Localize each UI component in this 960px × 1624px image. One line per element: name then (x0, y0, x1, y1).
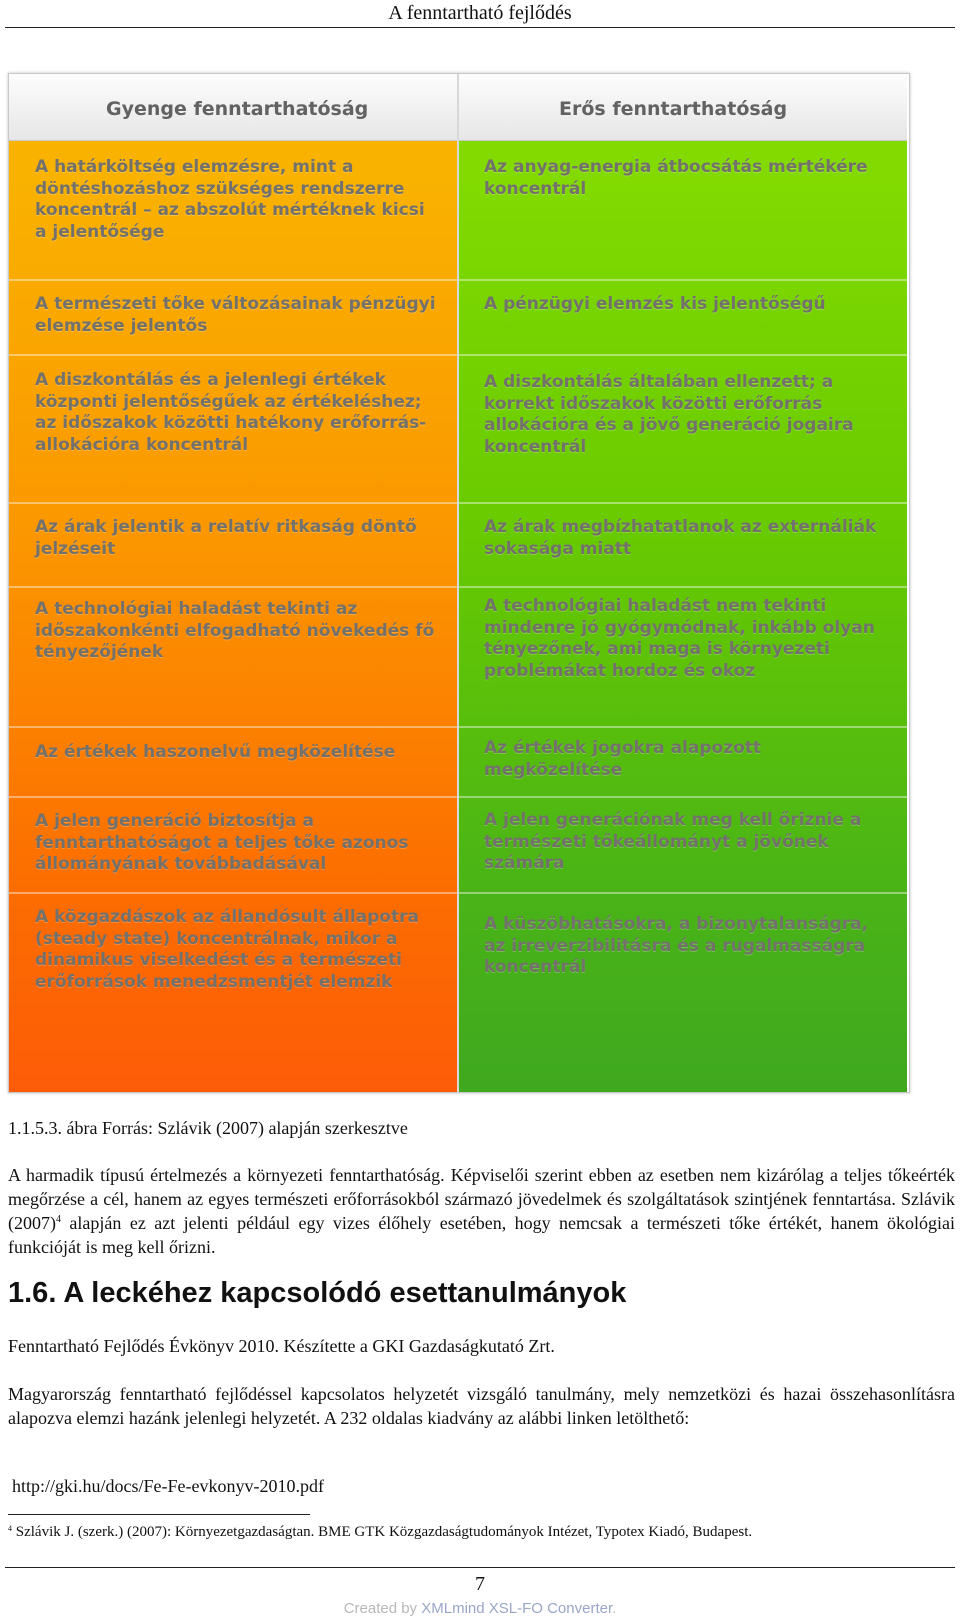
weak-cell-3: A diszkontálás és a jelenlegi értékek központi jelentőségűek az értékeléshez; az időszakok közötti hatékony erőforrás-allokációra koncentrál (35, 370, 427, 455)
page-number: 7 (475, 1573, 485, 1595)
row-separator (9, 586, 457, 588)
generator-brand: XMLmind XSL-FO Converter (421, 1600, 613, 1617)
weak-cell-2: A természeti tőke változásainak pénzügyi elemzése jelentős (35, 294, 436, 336)
generator-credit (0, 1599, 960, 1619)
strong-sustainability-column (459, 74, 907, 1092)
header-rule (5, 27, 955, 28)
strong-cell-8: A küszöbhatásokra, a bizonytalanságra, az irreverzibilitásra és a rugalmasságra koncentrál (484, 914, 869, 977)
row-separator (9, 796, 457, 798)
row-separator (459, 279, 907, 281)
paragraph-text: alapján ez azt jelenti például egy vizes élőhely esetében, hogy nemcsak a természeti tőke értékét, hanem ökológiai funkcióját is meg kell őrizni. (8, 1213, 955, 1257)
strong-cell-4: Az árak megbízhatatlanok az externáliák sokasága miatt (484, 517, 877, 559)
footer-rule (5, 1567, 955, 1568)
weak-sustainability-column (9, 74, 457, 1092)
row-separator (459, 586, 907, 588)
running-header: A fenntartható fejlődés (388, 2, 572, 24)
row-separator (9, 279, 457, 281)
strong-cell-2: A pénzügyi elemzés kis jelentőségű (484, 294, 826, 314)
row-separator (459, 892, 907, 894)
footnote-marker: 4 (8, 1524, 12, 1533)
weak-cell-4: Az árak jelentik a relatív ritkaság döntő jelzéseit (35, 517, 417, 559)
footnote-text: Szlávik J. (szerk.) (2007): Környezetgazdaságtan. BME GTK Közgazdaságtudományok Intézet, Typotex Kiadó, Budapest. (12, 1524, 753, 1540)
body-paragraph: Fenntartható Fejlődés Évkönyv 2010. Készítette a GKI Gazdaságkutató Zrt. (8, 1336, 555, 1356)
row-separator (9, 354, 457, 356)
sustainability-comparison-figure (8, 73, 910, 1093)
footnote-reference[interactable]: 4 (56, 1214, 61, 1225)
body-paragraph: Magyarország fenntartható fejlődéssel kapcsolatos helyzetét vizsgáló tanulmány, mely nemzetközi és hazai összehasonlításra alapozva elemzi hazánk jelenlegi helyzetét. A 232 oldalas kiadvány az alábbi linken letölthető: (8, 1384, 955, 1428)
weak-sustainability-heading (9, 74, 457, 141)
column-heading-text: Gyenge fenntarthatóság (106, 98, 369, 120)
weak-cell-1: A határköltség elemzésre, mint a döntéshozáshoz szükséges rendszerre koncentrál – az abszolút mértéknek kicsi a jelentősége (35, 157, 425, 242)
generator-prefix: Created by (343, 1600, 422, 1617)
footnote-rule (8, 1514, 310, 1515)
paragraph-text: A harmadik típusú értelmezés a környezeti fenntarthatóság. Képviselői szerint ebben az esetben nem kizárólag a teljes tőkeérték megőrzése a cél, hanem az egyes természeti erőforrásokból származó jövedelmek és szolgáltatások szintjének fenntartása. Szlávik (2007) (8, 1165, 955, 1233)
strong-cell-5: A technológiai haladást nem tekinti mindenre jó gyógymódnak, inkább olyan tényezőnek, ami maga is környezeti problémákat hordoz és okoz (484, 596, 875, 681)
strong-cell-3: A diszkontálás általában ellenzett; a korrekt időszakok közötti erőforrás allokációra és a jövő generáció jogaira koncentrál (484, 372, 854, 457)
section-title: 1.6. A leckéhez kapcsolódó esettanulmányok (8, 1277, 627, 1309)
row-separator (459, 726, 907, 728)
generator-suffix: . (612, 1600, 617, 1617)
column-heading-text: Erős fenntarthatóság (559, 98, 788, 120)
strong-cell-7: A jelen generációnak meg kell őriznie a természeti tőkeállományt a jövőnek számára (484, 810, 862, 873)
strong-cell-6: Az értékek jogokra alapozott megközelítése (484, 738, 762, 780)
weak-cell-8: A közgazdászok az állandósult állapotra (steady state) koncentrálnak, mikor a dinamikus viselkedést és a természeti erőforrások menedzsmentjét elemzik (35, 907, 419, 992)
strong-sustainability-heading (459, 74, 907, 141)
weak-cell-6: Az értékek haszonelvű megközelítése (35, 742, 396, 762)
row-separator (459, 354, 907, 356)
row-separator (9, 892, 457, 894)
row-separator (9, 502, 457, 504)
download-link[interactable]: http://gki.hu/docs/Fe-Fe-evkonyv-2010.pdf (12, 1476, 324, 1496)
weak-cell-7: A jelen generáció biztosítja a fenntarthatóságot a teljes tőke azonos állományának továbbadásával (35, 811, 409, 874)
strong-cell-1: Az anyag-energia átbocsátás mértékére koncentrál (484, 157, 868, 199)
row-separator (9, 726, 457, 728)
row-separator (459, 796, 907, 798)
footnote (8, 1522, 752, 1542)
weak-cell-5: A technológiai haladást tekinti az időszakonkénti elfogadható növekedés fő tényezőjének (35, 599, 435, 662)
figure-caption: 1.1.5.3. ábra Forrás: Szlávik (2007) alapján szerkesztve (8, 1118, 408, 1138)
row-separator (459, 502, 907, 504)
body-paragraph (8, 1163, 955, 1259)
